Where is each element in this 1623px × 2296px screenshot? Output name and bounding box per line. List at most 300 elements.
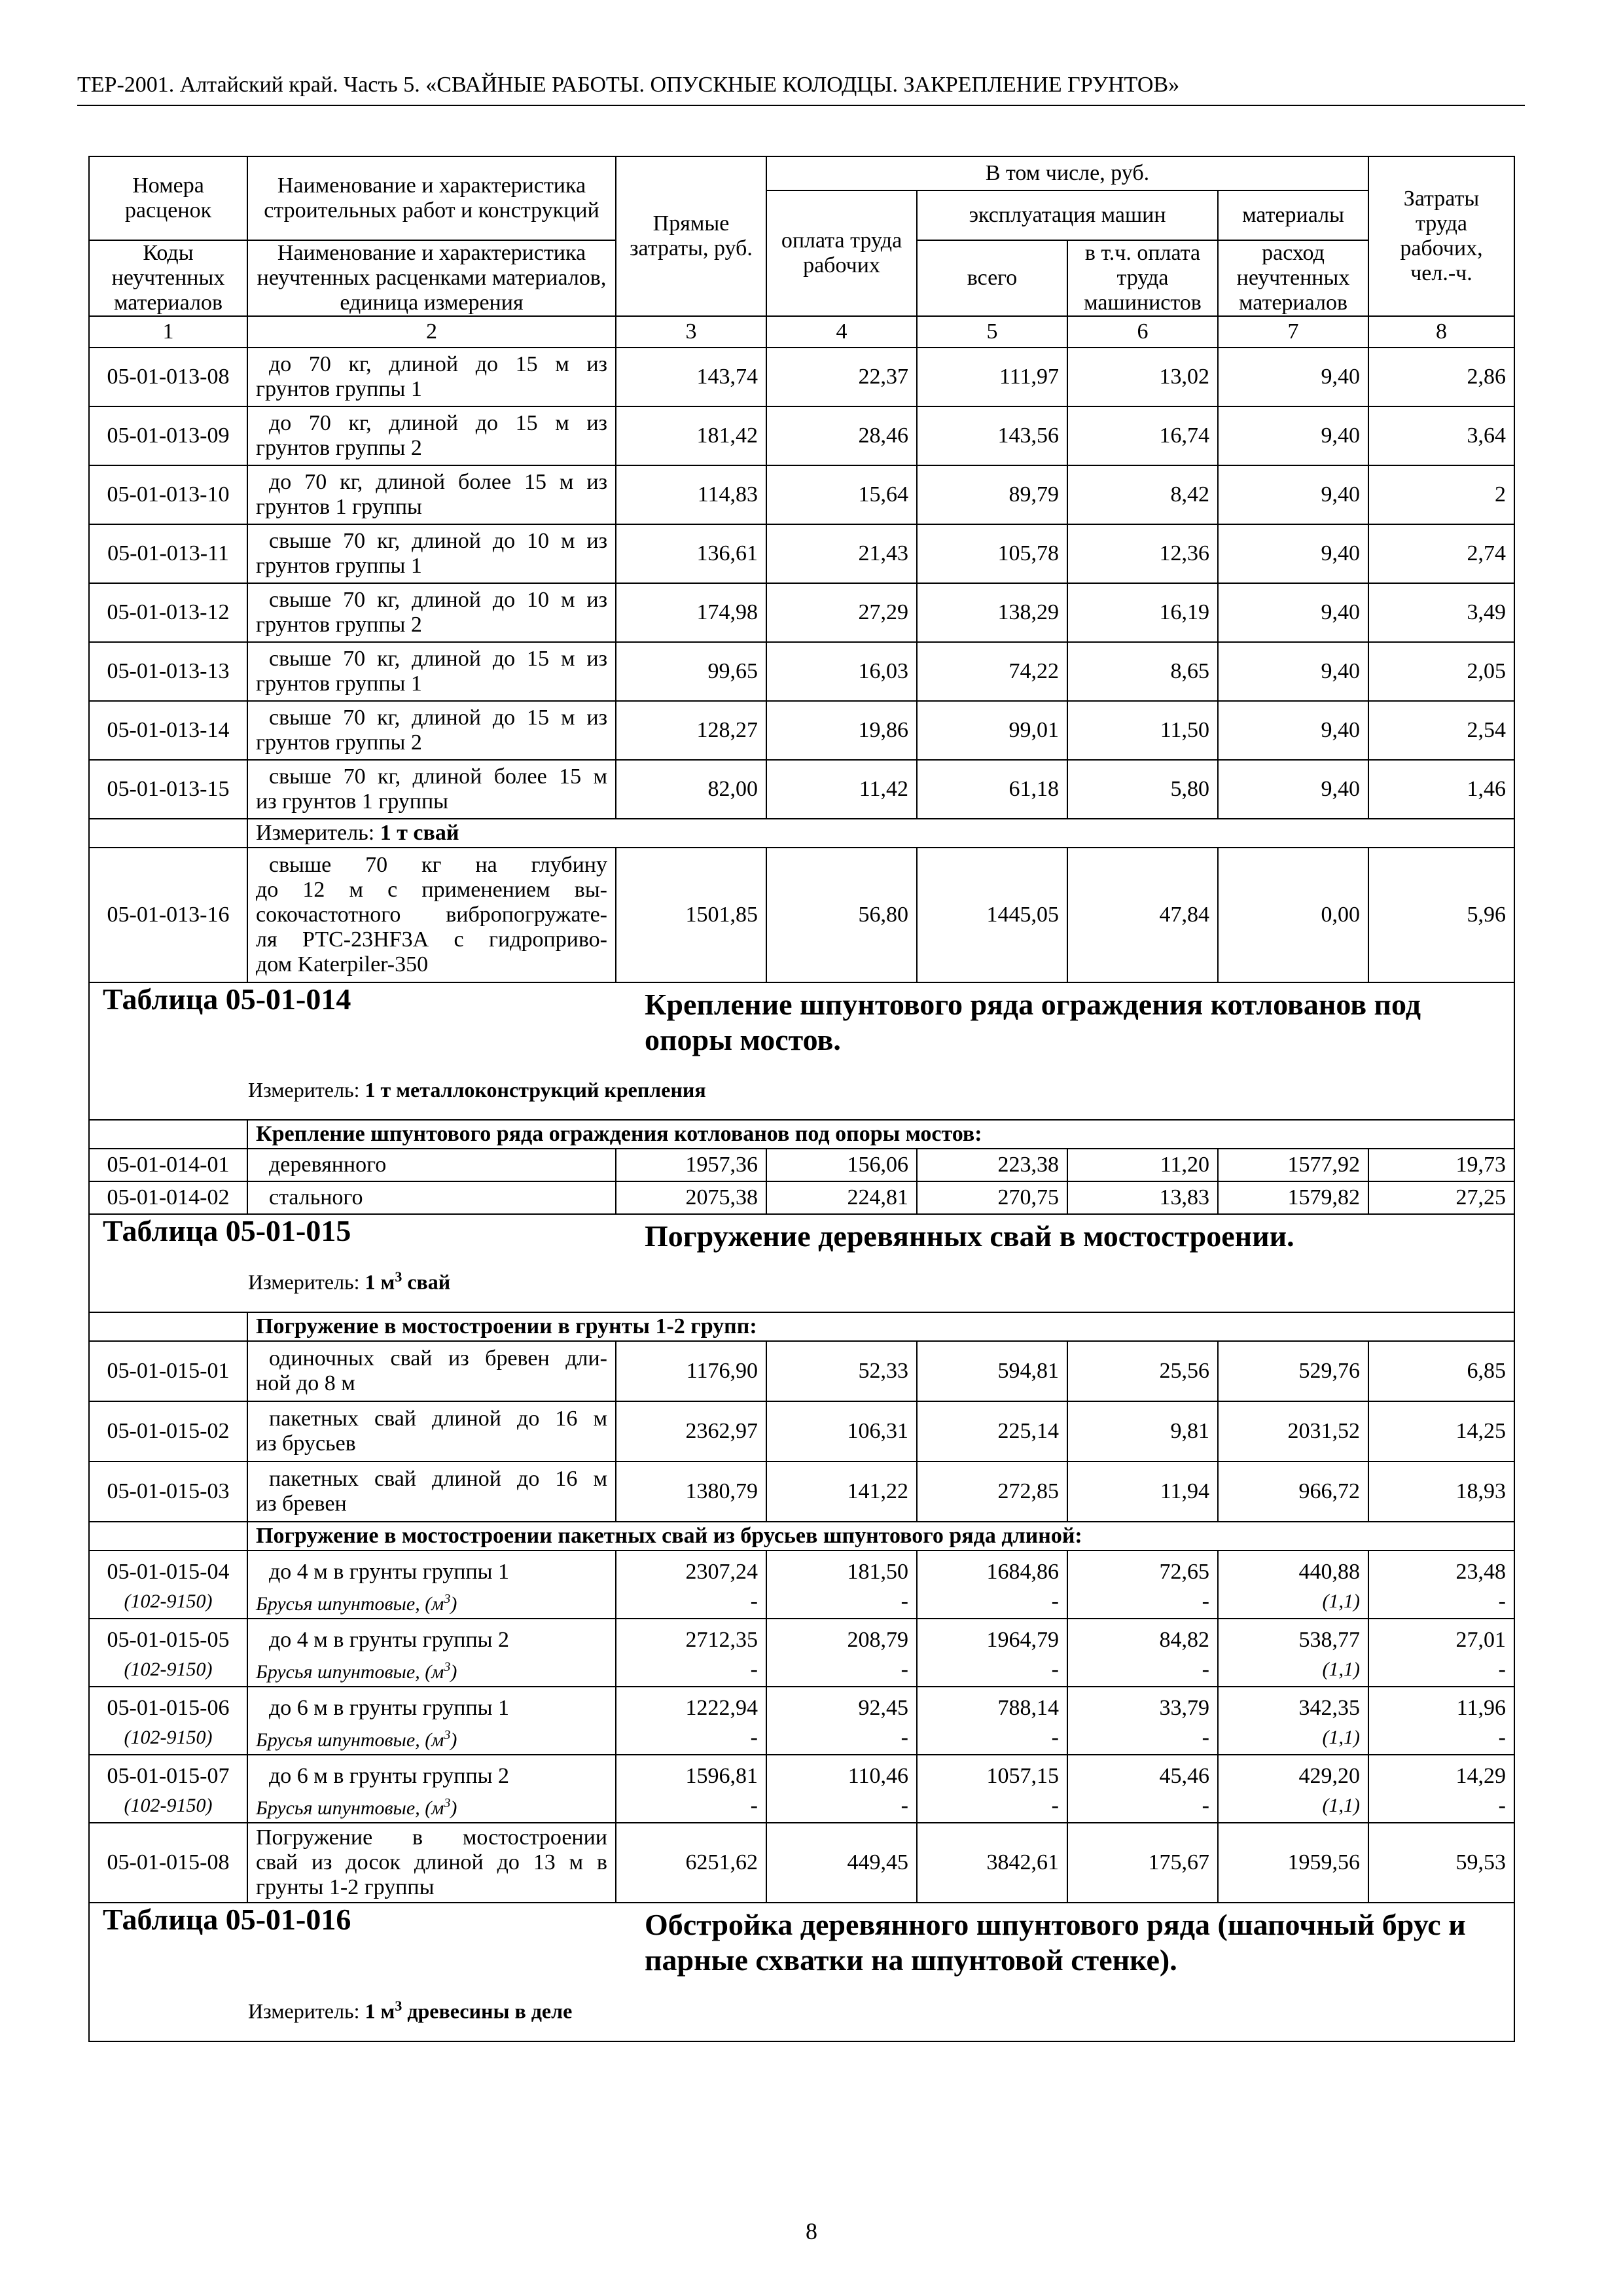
measure-tail: древесины в деле [402, 2000, 573, 2023]
dash-cell: - [766, 1653, 917, 1687]
value-c3: 1222,94 [616, 1687, 766, 1721]
column-number: 6 [1067, 316, 1218, 348]
dash-cell: - [1067, 1789, 1218, 1823]
rate-code: 05-01-015-01 [89, 1341, 247, 1401]
table-title-block [89, 1903, 1514, 2041]
value-c6: 12,36 [1067, 524, 1218, 583]
material-name: Брусья шпунтовые, (м [256, 1592, 444, 1615]
value-c8: 18,93 [1368, 1462, 1514, 1522]
value-c3: 114,83 [616, 465, 766, 524]
value-c5: 89,79 [917, 465, 1067, 524]
value-c7: 1959,56 [1218, 1823, 1368, 1903]
value-c5: 105,78 [917, 524, 1067, 583]
dash-cell: - [917, 1653, 1067, 1687]
value-c4: 15,64 [766, 465, 917, 524]
value-c4: 449,45 [766, 1823, 917, 1903]
material-description [247, 1789, 616, 1823]
work-description [247, 583, 616, 642]
material-code: (102-9150) [89, 1585, 247, 1619]
value-c3: 1596,81 [616, 1755, 766, 1789]
description-line: дом Katerpiler-350 [256, 952, 429, 977]
section-subheader: Погружение в мостостроении в грунты 1-2 групп: [247, 1312, 1514, 1341]
rate-code: 05-01-013-08 [89, 348, 247, 406]
description-line: ной до 8 м [256, 1371, 355, 1395]
rate-code: 05-01-013-12 [89, 583, 247, 642]
dash-cell: - [1368, 1653, 1514, 1687]
measure-value: 1 м [365, 2000, 395, 2023]
material-unit-superscript: 3 [444, 1795, 451, 1810]
description-line: грунтов группы 1 [256, 377, 422, 401]
value-c5: 1684,86 [917, 1551, 1067, 1585]
value-c5: 270,75 [917, 1181, 1067, 1214]
description-line: до 12 м с применением вы- [256, 878, 607, 902]
value-c3: 6251,62 [616, 1823, 766, 1903]
value-c7: 529,76 [1218, 1341, 1368, 1401]
material-name-tail: ) [450, 1660, 457, 1683]
material-row [89, 1585, 1514, 1619]
measure-prefix: Измеритель: [256, 821, 380, 845]
direct-costs-header: Прямые затраты, руб. [616, 156, 766, 316]
dash-cell: - [616, 1721, 766, 1755]
value-c3: 2712,35 [616, 1619, 766, 1653]
page-number: 8 [806, 2218, 817, 2244]
table-row [89, 1823, 1514, 1903]
value-c8: 2,86 [1368, 348, 1514, 406]
value-c6: 25,56 [1067, 1341, 1218, 1401]
worker-pay-header: оплата труда рабочих [766, 190, 917, 316]
dash-cell: - [1368, 1721, 1514, 1755]
dash-cell: - [1067, 1653, 1218, 1687]
value-c8: 3,64 [1368, 406, 1514, 465]
table-title: Погружение деревянных свай в мостостроении. [645, 1219, 1294, 1253]
description-line: свыше 70 кг, длиной более 15 м [269, 764, 607, 789]
value-c5: 61,18 [917, 760, 1067, 819]
value-c6: 16,74 [1067, 406, 1218, 465]
value-c4: 22,37 [766, 348, 917, 406]
value-c6: 11,50 [1067, 701, 1218, 760]
table-row [89, 524, 1514, 583]
measure-superscript: 3 [395, 1998, 402, 2015]
value-c6: 16,19 [1067, 583, 1218, 642]
description-line: ля РТС-23НF3А с гидроприво- [256, 927, 607, 952]
table-row [89, 1755, 1514, 1789]
description-line: из грунтов 1 группы [256, 789, 449, 814]
rate-code: 05-01-014-01 [89, 1149, 247, 1181]
table-row [89, 1181, 1514, 1214]
value-c4: 28,46 [766, 406, 917, 465]
measure-unit [248, 1994, 572, 2024]
measure-superscript: 3 [395, 1268, 402, 1285]
work-description: деревянного [247, 1149, 616, 1181]
table-number: Таблица 05-01-015 [103, 1214, 351, 1247]
measure-prefix: Измеритель: [248, 1270, 365, 1294]
dash-cell: - [1368, 1585, 1514, 1619]
table-row [89, 1687, 1514, 1721]
material-unit-superscript: 3 [444, 1727, 451, 1742]
value-c4: 19,86 [766, 701, 917, 760]
description-line: пакетных свай длиной до 16 м [269, 1407, 607, 1431]
value-c8: 27,01 [1368, 1619, 1514, 1653]
value-c5: 788,14 [917, 1687, 1067, 1721]
value-c6: 72,65 [1067, 1551, 1218, 1585]
dash-cell: - [917, 1585, 1067, 1619]
rate-code: 05-01-013-13 [89, 642, 247, 701]
value-c5: 223,38 [917, 1149, 1067, 1181]
value-c7: 538,77 [1218, 1619, 1368, 1653]
machines-header: эксплуатация машин [917, 190, 1218, 240]
dash-cell: - [917, 1721, 1067, 1755]
work-description [247, 348, 616, 406]
value-c4: 156,06 [766, 1149, 917, 1181]
value-c4: 106,31 [766, 1401, 917, 1462]
material-unit-superscript: 3 [444, 1591, 451, 1606]
material-quantity: (1,1) [1218, 1585, 1368, 1619]
material-quantity: (1,1) [1218, 1789, 1368, 1823]
value-c6: 11,94 [1067, 1462, 1218, 1522]
rate-code: 05-01-013-16 [89, 848, 247, 982]
material-row [89, 1789, 1514, 1823]
material-description [247, 1721, 616, 1755]
value-c8: 2 [1368, 465, 1514, 524]
dash-cell: - [616, 1653, 766, 1687]
table-row [89, 1619, 1514, 1653]
value-c4: 181,50 [766, 1551, 917, 1585]
value-c5: 99,01 [917, 701, 1067, 760]
value-c7: 2031,52 [1218, 1401, 1368, 1462]
description-line: из бревен [256, 1492, 347, 1516]
empty-cell [89, 1312, 247, 1341]
dash-cell: - [1067, 1585, 1218, 1619]
value-c8: 6,85 [1368, 1341, 1514, 1401]
value-c5: 3842,61 [917, 1823, 1067, 1903]
table-row [89, 465, 1514, 524]
column-number: 3 [616, 316, 766, 348]
value-c4: 11,42 [766, 760, 917, 819]
description-line: до 70 кг, длиной до 15 м из [269, 352, 607, 376]
labor-hours-header: Затраты труда рабочих, чел.-ч. [1368, 156, 1514, 316]
material-row [89, 1653, 1514, 1687]
value-c8: 2,54 [1368, 701, 1514, 760]
measure-value: 1 т свай [380, 821, 459, 845]
measure-value: 1 м [365, 1270, 395, 1294]
value-c5: 594,81 [917, 1341, 1067, 1401]
rate-code: 05-01-015-06 [89, 1687, 247, 1721]
section-subheader: Погружение в мостостроении пакетных свай из брусьев шпунтового ряда длиной: [247, 1522, 1514, 1551]
value-c6: 47,84 [1067, 848, 1218, 982]
material-quantity: (1,1) [1218, 1721, 1368, 1755]
rate-code: 05-01-015-08 [89, 1823, 247, 1903]
description-line: свыше 70 кг, длиной до 10 м из [269, 588, 607, 612]
value-c8: 14,29 [1368, 1755, 1514, 1789]
material-name-tail: ) [450, 1592, 457, 1615]
description-line: свыше 70 кг, длиной до 15 м из [269, 706, 607, 730]
column-number: 1 [89, 316, 247, 348]
value-c4: 224,81 [766, 1181, 917, 1214]
value-c8: 27,25 [1368, 1181, 1514, 1214]
rate-code: 05-01-015-04 [89, 1551, 247, 1585]
dash-cell: - [766, 1585, 917, 1619]
rate-code: 05-01-014-02 [89, 1181, 247, 1214]
value-c6: 8,42 [1067, 465, 1218, 524]
description-line: грунтов группы 2 [256, 613, 422, 637]
work-description: стального [247, 1181, 616, 1214]
material-unit-superscript: 3 [444, 1659, 451, 1674]
description-line: свыше 70 кг, длиной до 15 м из [269, 647, 607, 671]
material-description [247, 1653, 616, 1687]
description-line: пакетных свай длиной до 16 м [269, 1467, 607, 1491]
measure-unit [248, 1077, 706, 1102]
value-c7: 9,40 [1218, 583, 1368, 642]
value-c5: 272,85 [917, 1462, 1067, 1522]
work-description [247, 760, 616, 819]
col2-bottom-header: Наименование и характеристика неучтенных расценками материалов, единица измерения [247, 240, 616, 316]
value-c3: 1380,79 [616, 1462, 766, 1522]
measure-prefix: Измеритель: [248, 2000, 365, 2023]
value-c3: 1176,90 [616, 1341, 766, 1401]
value-c5: 1964,79 [917, 1619, 1067, 1653]
table-row [89, 406, 1514, 465]
running-header: ТЕР-2001. Алтайский край. Часть 5. «СВАЙНЫЕ РАБОТЫ. ОПУСКНЫЕ КОЛОДЦЫ. ЗАКРЕПЛЕНИЕ ГРУНТОВ» [77, 73, 1180, 97]
description-line: грунты 1-2 группы [256, 1875, 435, 1899]
material-name-tail: ) [450, 1729, 457, 1751]
description-line: свай из досок длиной до 13 м в [256, 1850, 607, 1874]
value-c4: 110,46 [766, 1755, 917, 1789]
value-c3: 1501,85 [616, 848, 766, 982]
table-row [89, 848, 1514, 982]
value-c7: 1577,92 [1218, 1149, 1368, 1181]
rates-table [88, 156, 1515, 2042]
value-c5: 74,22 [917, 642, 1067, 701]
value-c7: 9,40 [1218, 760, 1368, 819]
value-c5: 1445,05 [917, 848, 1067, 982]
value-c4: 56,80 [766, 848, 917, 982]
table-number: Таблица 05-01-014 [103, 982, 351, 1016]
dash-cell: - [917, 1789, 1067, 1823]
value-c8: 2,05 [1368, 642, 1514, 701]
table-row [89, 583, 1514, 642]
value-c3: 174,98 [616, 583, 766, 642]
table-title-block [89, 1214, 1514, 1312]
table-row [89, 1462, 1514, 1522]
value-c3: 143,74 [616, 348, 766, 406]
description-line: свыше 70 кг на глубину [269, 853, 607, 877]
value-c6: 11,20 [1067, 1149, 1218, 1181]
value-c5: 138,29 [917, 583, 1067, 642]
value-c6: 9,81 [1067, 1401, 1218, 1462]
value-c7: 9,40 [1218, 524, 1368, 583]
table-row [89, 1551, 1514, 1585]
value-c3: 181,42 [616, 406, 766, 465]
value-c7: 342,35 [1218, 1687, 1368, 1721]
table-title: Крепление шпунтового ряда ограждения котлованов под опоры мостов. [645, 988, 1421, 1056]
value-c7: 1579,82 [1218, 1181, 1368, 1214]
unaccounted-materials-header: расход неучтенных материалов [1218, 240, 1368, 316]
value-c5: 143,56 [917, 406, 1067, 465]
rate-code: 05-01-015-03 [89, 1462, 247, 1522]
table-row [89, 348, 1514, 406]
column-number: 5 [917, 316, 1067, 348]
work-description [247, 406, 616, 465]
work-description [247, 848, 616, 982]
rate-code: 05-01-015-05 [89, 1619, 247, 1653]
value-c4: 52,33 [766, 1341, 917, 1401]
measure-value: 1 т металлоконструкций крепления [365, 1078, 706, 1102]
description-line: грунтов группы 2 [256, 436, 422, 460]
value-c3: 99,65 [616, 642, 766, 701]
material-name: Брусья шпунтовые, (м [256, 1797, 444, 1819]
rate-code: 05-01-013-10 [89, 465, 247, 524]
value-c7: 0,00 [1218, 848, 1368, 982]
value-c3: 136,61 [616, 524, 766, 583]
col2-top-header: Наименование и характеристика строительных работ и конструкций [247, 156, 616, 240]
including-header: В том числе, руб. [766, 156, 1368, 190]
value-c6: 84,82 [1067, 1619, 1218, 1653]
rate-code: 05-01-013-14 [89, 701, 247, 760]
work-description [247, 1401, 616, 1462]
value-c8: 5,96 [1368, 848, 1514, 982]
material-name: Брусья шпунтовые, (м [256, 1729, 444, 1751]
dash-cell: - [616, 1585, 766, 1619]
column-number: 2 [247, 316, 616, 348]
description-line: грунтов группы 1 [256, 672, 422, 696]
empty-cell [89, 1120, 247, 1149]
dash-cell: - [766, 1789, 917, 1823]
value-c3: 128,27 [616, 701, 766, 760]
value-c8: 14,25 [1368, 1401, 1514, 1462]
measure-tail: свай [402, 1270, 451, 1294]
table-row [89, 1149, 1514, 1181]
value-c8: 11,96 [1368, 1687, 1514, 1721]
rate-code: 05-01-013-15 [89, 760, 247, 819]
value-c3: 82,00 [616, 760, 766, 819]
work-description [247, 524, 616, 583]
value-c8: 23,48 [1368, 1551, 1514, 1585]
dash-cell: - [1067, 1721, 1218, 1755]
work-description: до 6 м в грунты группы 1 [247, 1687, 616, 1721]
table-number: Таблица 05-01-016 [103, 1903, 351, 1936]
column-number: 4 [766, 316, 917, 348]
value-c3: 2362,97 [616, 1401, 766, 1462]
value-c8: 3,49 [1368, 583, 1514, 642]
machinists-pay-header: в т.ч. оплата труда машинистов [1067, 240, 1218, 316]
material-description [247, 1585, 616, 1619]
value-c8: 59,53 [1368, 1823, 1514, 1903]
value-c3: 2307,24 [616, 1551, 766, 1585]
value-c3: 2075,38 [616, 1181, 766, 1214]
value-c6: 45,46 [1067, 1755, 1218, 1789]
description-line: Погружение в мостостроении [256, 1825, 607, 1850]
description-line: из брусьев [256, 1431, 356, 1456]
materials-header: материалы [1218, 190, 1368, 240]
work-description [247, 1462, 616, 1522]
work-description [247, 642, 616, 701]
description-line: до 70 кг, длиной до 15 м из [269, 411, 607, 435]
col1-top-header: Номера расценок [89, 156, 247, 240]
col1-bottom-header: Коды неучтенных материалов [89, 240, 247, 316]
value-c3: 1957,36 [616, 1149, 766, 1181]
value-c4: 208,79 [766, 1619, 917, 1653]
column-number: 7 [1218, 316, 1368, 348]
dash-cell: - [1368, 1789, 1514, 1823]
value-c8: 1,46 [1368, 760, 1514, 819]
section-subheader: Крепление шпунтового ряда ограждения котлованов под опоры мостов: [247, 1120, 1514, 1149]
material-quantity: (1,1) [1218, 1653, 1368, 1687]
rate-code: 05-01-015-07 [89, 1755, 247, 1789]
table-row [89, 642, 1514, 701]
description-line: грунтов группы 1 [256, 554, 422, 578]
material-code: (102-9150) [89, 1721, 247, 1755]
measure-unit [248, 1265, 450, 1295]
dash-cell: - [616, 1789, 766, 1823]
work-description [247, 1823, 616, 1903]
rate-code: 05-01-013-11 [89, 524, 247, 583]
table-row [89, 760, 1514, 819]
value-c6: 175,67 [1067, 1823, 1218, 1903]
machines-total-header: всего [917, 240, 1067, 316]
value-c4: 16,03 [766, 642, 917, 701]
value-c5: 1057,15 [917, 1755, 1067, 1789]
measure-prefix: Измеритель: [248, 1078, 365, 1102]
material-name-tail: ) [450, 1797, 457, 1819]
description-line: грунтов группы 2 [256, 730, 422, 755]
value-c8: 2,74 [1368, 524, 1514, 583]
material-name: Брусья шпунтовые, (м [256, 1660, 444, 1683]
table-title-block [89, 982, 1514, 1120]
value-c7: 9,40 [1218, 642, 1368, 701]
description-line: сокочастотного вибропогружате- [256, 903, 607, 927]
value-c6: 8,65 [1067, 642, 1218, 701]
material-code: (102-9150) [89, 1789, 247, 1823]
description-line: до 70 кг, длиной более 15 м из [269, 470, 607, 494]
value-c7: 9,40 [1218, 465, 1368, 524]
work-description: до 4 м в грунты группы 2 [247, 1619, 616, 1653]
value-c4: 92,45 [766, 1687, 917, 1721]
rate-code: 05-01-015-02 [89, 1401, 247, 1462]
value-c7: 440,88 [1218, 1551, 1368, 1585]
value-c7: 966,72 [1218, 1462, 1368, 1522]
value-c7: 9,40 [1218, 701, 1368, 760]
value-c7: 9,40 [1218, 406, 1368, 465]
value-c7: 429,20 [1218, 1755, 1368, 1789]
empty-cell [89, 1522, 247, 1551]
column-number: 8 [1368, 316, 1514, 348]
material-code: (102-9150) [89, 1653, 247, 1687]
work-description: до 6 м в грунты группы 2 [247, 1755, 616, 1789]
work-description [247, 1341, 616, 1401]
description-line: грунтов 1 группы [256, 495, 422, 519]
table-row [89, 1401, 1514, 1462]
table-row [89, 1341, 1514, 1401]
value-c6: 13,83 [1067, 1181, 1218, 1214]
work-description [247, 465, 616, 524]
value-c7: 9,40 [1218, 348, 1368, 406]
description-line: одиночных свай из бревен дли- [269, 1346, 607, 1371]
value-c6: 13,02 [1067, 348, 1218, 406]
measure-unit [247, 819, 1514, 848]
material-row [89, 1721, 1514, 1755]
header-rule [77, 105, 1525, 106]
value-c4: 21,43 [766, 524, 917, 583]
dash-cell: - [766, 1721, 917, 1755]
value-c8: 19,73 [1368, 1149, 1514, 1181]
value-c5: 111,97 [917, 348, 1067, 406]
value-c4: 27,29 [766, 583, 917, 642]
work-description [247, 701, 616, 760]
value-c4: 141,22 [766, 1462, 917, 1522]
description-line: свыше 70 кг, длиной до 10 м из [269, 529, 607, 553]
value-c6: 33,79 [1067, 1687, 1218, 1721]
table-title: Обстройка деревянного шпунтового ряда (шапочный брус и парные схватки на шпунтовой стенке). [645, 1908, 1466, 1977]
